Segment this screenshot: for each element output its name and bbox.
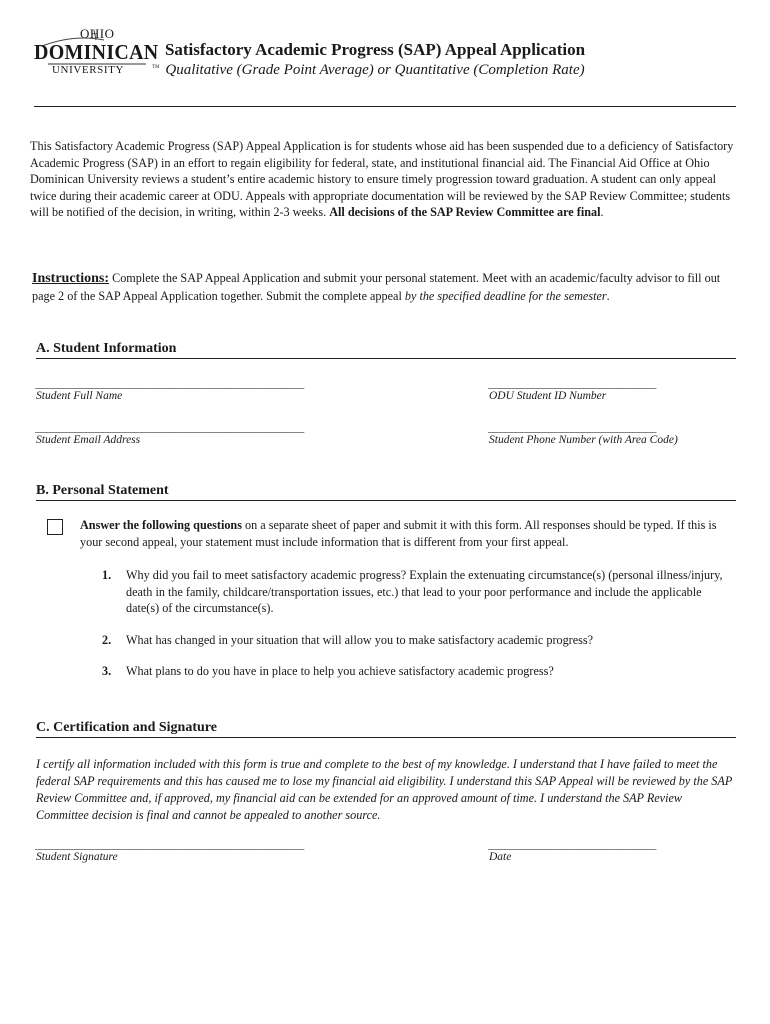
instructions-deadline: by the specified deadline for the semester [404, 288, 607, 303]
full-name-field[interactable]: ________________________________________________ [35, 376, 304, 390]
phone-field[interactable]: ______________________________ [488, 420, 657, 434]
question-2-number: 2. [102, 633, 112, 647]
signature-field[interactable]: ________________________________________________ [35, 837, 304, 851]
instructions-label: Instructions: [32, 271, 110, 286]
intro-end: . [600, 205, 604, 219]
phone-label: Student Phone Number (with Area Code) [489, 434, 678, 446]
section-a-heading: A. Student Information [36, 341, 736, 359]
question-3-number: 3. [102, 664, 112, 678]
instructions-text: Complete the SAP Appeal Application and submit your personal statement. Meet with an academic/faculty advisor to fill out page 2 of the SAP Appeal Application together. Submit the complete appeal [32, 271, 721, 303]
logo-university: UNIVERSITY [52, 64, 124, 76]
certification-text: I certify all information included with this form is true and complete to the best of my knowledge. I understand that I have failed to meet the federal SAP requirements and this has caused me to lose my financial aid eligibility. I understand this SAP Appeal will be reviewed by the SAP Review Committee and, if approved, my financial aid can be extended for an approved amount of time. I understand the SAP Review Committee decision is final and cannot be appealed to another source. [36, 757, 733, 822]
section-b-heading: B. Personal Statement [36, 483, 736, 501]
student-id-field[interactable]: ______________________________ [488, 376, 657, 390]
section-c-heading: C. Certification and Signature [36, 720, 736, 738]
logo-dominican: DOMINICAN [34, 40, 159, 64]
instructions-paragraph [32, 270, 742, 304]
logo-trademark: TM [152, 65, 160, 70]
header-divider [34, 106, 736, 107]
answer-body: on a separate sheet of paper and submit it with this form. All responses should be typed. If this is your second appeal, your statement must include information that is different from your first appeal. [80, 518, 717, 549]
question-1-number: 1. [102, 568, 112, 582]
full-name-label: Student Full Name [36, 390, 123, 402]
answer-bold: Answer the following questions [80, 518, 242, 532]
email-field[interactable]: ________________________________________________ [35, 420, 304, 434]
question-3-text: What plans to do you have in place to help you achieve satisfactory academic progress? [126, 664, 554, 678]
question-1-text: Why did you fail to meet satisfactory academic progress? Explain the extenuating circumstance(s) (personal illness/injury, death in the family, childcare/transportation issues, etc.) that lead to your poor performance and include the applicable date(s) of the circumstance(s). [126, 568, 723, 615]
university-logo [34, 26, 158, 82]
date-label: Date [489, 851, 512, 863]
logo-ohio: OHIO [80, 26, 115, 41]
answer-instructions [80, 517, 736, 551]
signature-label: Student Signature [36, 851, 118, 863]
intro-paragraph [30, 138, 742, 221]
intro-bold-text: All decisions of the SAP Review Committee are final [329, 205, 601, 219]
date-field[interactable]: ______________________________ [488, 837, 657, 851]
student-id-label: ODU Student ID Number [489, 390, 607, 402]
document-subtitle: Qualitative (Grade Point Average) or Quantitative (Completion Rate) [165, 62, 585, 78]
personal-statement-checkbox[interactable] [47, 519, 63, 535]
intro-text: This Satisfactory Academic Progress (SAP) Appeal Application is for students whose aid has been suspended due to a deficiency of Satisfactory Academic Progress (SAP) in an effort to regain eligibility for federal, state, and institutional financial aid. The Financial Aid Office at Ohio Dominican University reviews a student’s entire academic history to ensure timely progression toward graduation. A student can only appeal twice during their academic career at ODU. Appeals with appropriate documentation will be reviewed by the SAP Review Committee; students will be notified of the decision, in writing, within 2-3 weeks. [30, 139, 734, 219]
question-2-text: What has changed in your situation that will allow you to make satisfactory academic progress? [126, 633, 594, 647]
email-label: Student Email Address [36, 434, 141, 446]
document-title: Satisfactory Academic Progress (SAP) Appeal Application [164, 40, 586, 59]
instructions-end: . [606, 288, 610, 303]
